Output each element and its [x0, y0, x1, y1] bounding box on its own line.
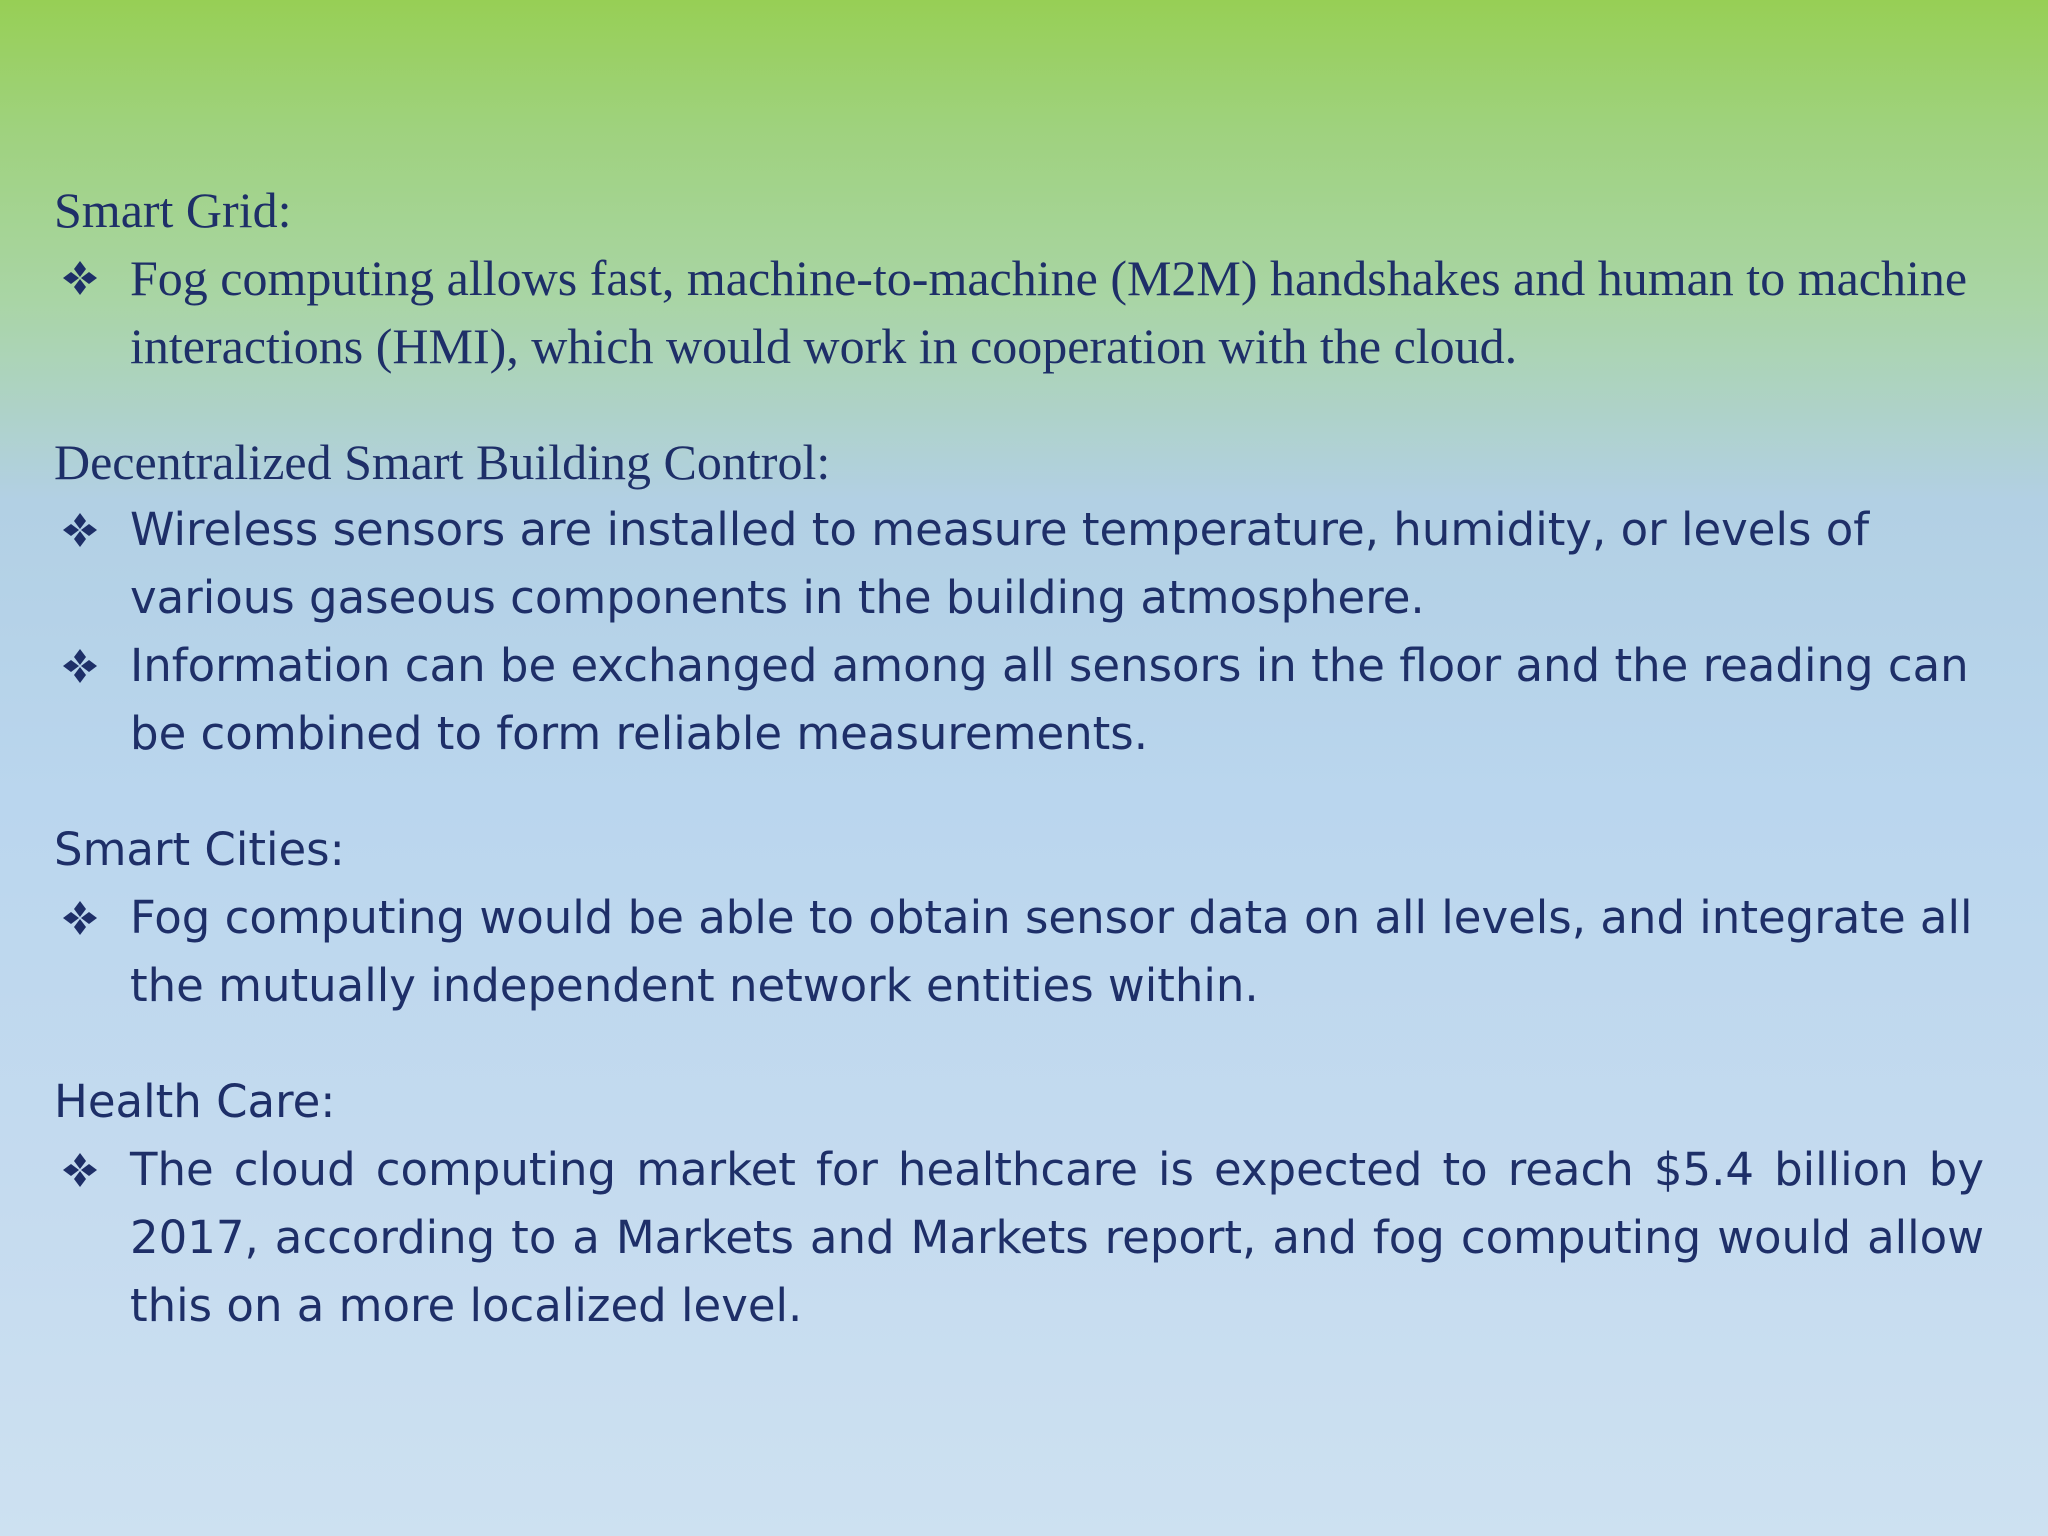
section-heading: Smart Grid: — [54, 182, 292, 238]
section-smart-grid — [54, 176, 1984, 380]
section-health-care — [54, 1068, 1984, 1340]
bullet-list — [54, 496, 1984, 768]
section-heading: Decentralized Smart Building Control: — [54, 434, 831, 490]
four-diamond-bullet-icon — [58, 1136, 102, 1204]
bullet-item — [54, 1136, 1984, 1340]
section-heading: Smart Cities: — [54, 823, 345, 876]
section-decentralized-smart-building-control — [54, 428, 1984, 768]
bullet-text: Wireless sensors are installed to measure temperature, humidity, or levels of various gaseous components in the building atmosphere. — [130, 503, 1870, 624]
bullet-text: The cloud computing market for healthcare is expected to reach $5.4 billion by 2017, according to a Markets and Markets report, and fog computing would allow this on a more localized level. — [130, 1143, 1984, 1332]
bullet-text: Information can be exchanged among all sensors in the floor and the reading can be combined to form reliable measurements. — [130, 639, 1969, 760]
bullet-list — [54, 1136, 1984, 1340]
four-diamond-bullet-icon — [58, 244, 102, 312]
section-smart-cities — [54, 816, 1984, 1020]
four-diamond-bullet-icon — [58, 496, 102, 564]
four-diamond-bullet-icon — [58, 884, 102, 952]
slide-content — [54, 176, 1984, 1388]
bullet-item — [54, 496, 1984, 632]
bullet-item — [54, 244, 1984, 380]
bullet-list — [54, 884, 1984, 1020]
four-diamond-bullet-icon — [58, 632, 102, 700]
bullet-list — [54, 244, 1984, 380]
bullet-text: Fog computing would be able to obtain sensor data on all levels, and integrate all the mutually independent network entities within. — [130, 891, 1973, 1012]
section-heading: Health Care: — [54, 1075, 336, 1128]
bullet-text: Fog computing allows fast, machine-to-machine (M2M) handshakes and human to machine interactions (HMI), which would work in cooperation with the cloud. — [130, 250, 1968, 374]
bullet-item — [54, 884, 1984, 1020]
bullet-item — [54, 632, 1984, 768]
